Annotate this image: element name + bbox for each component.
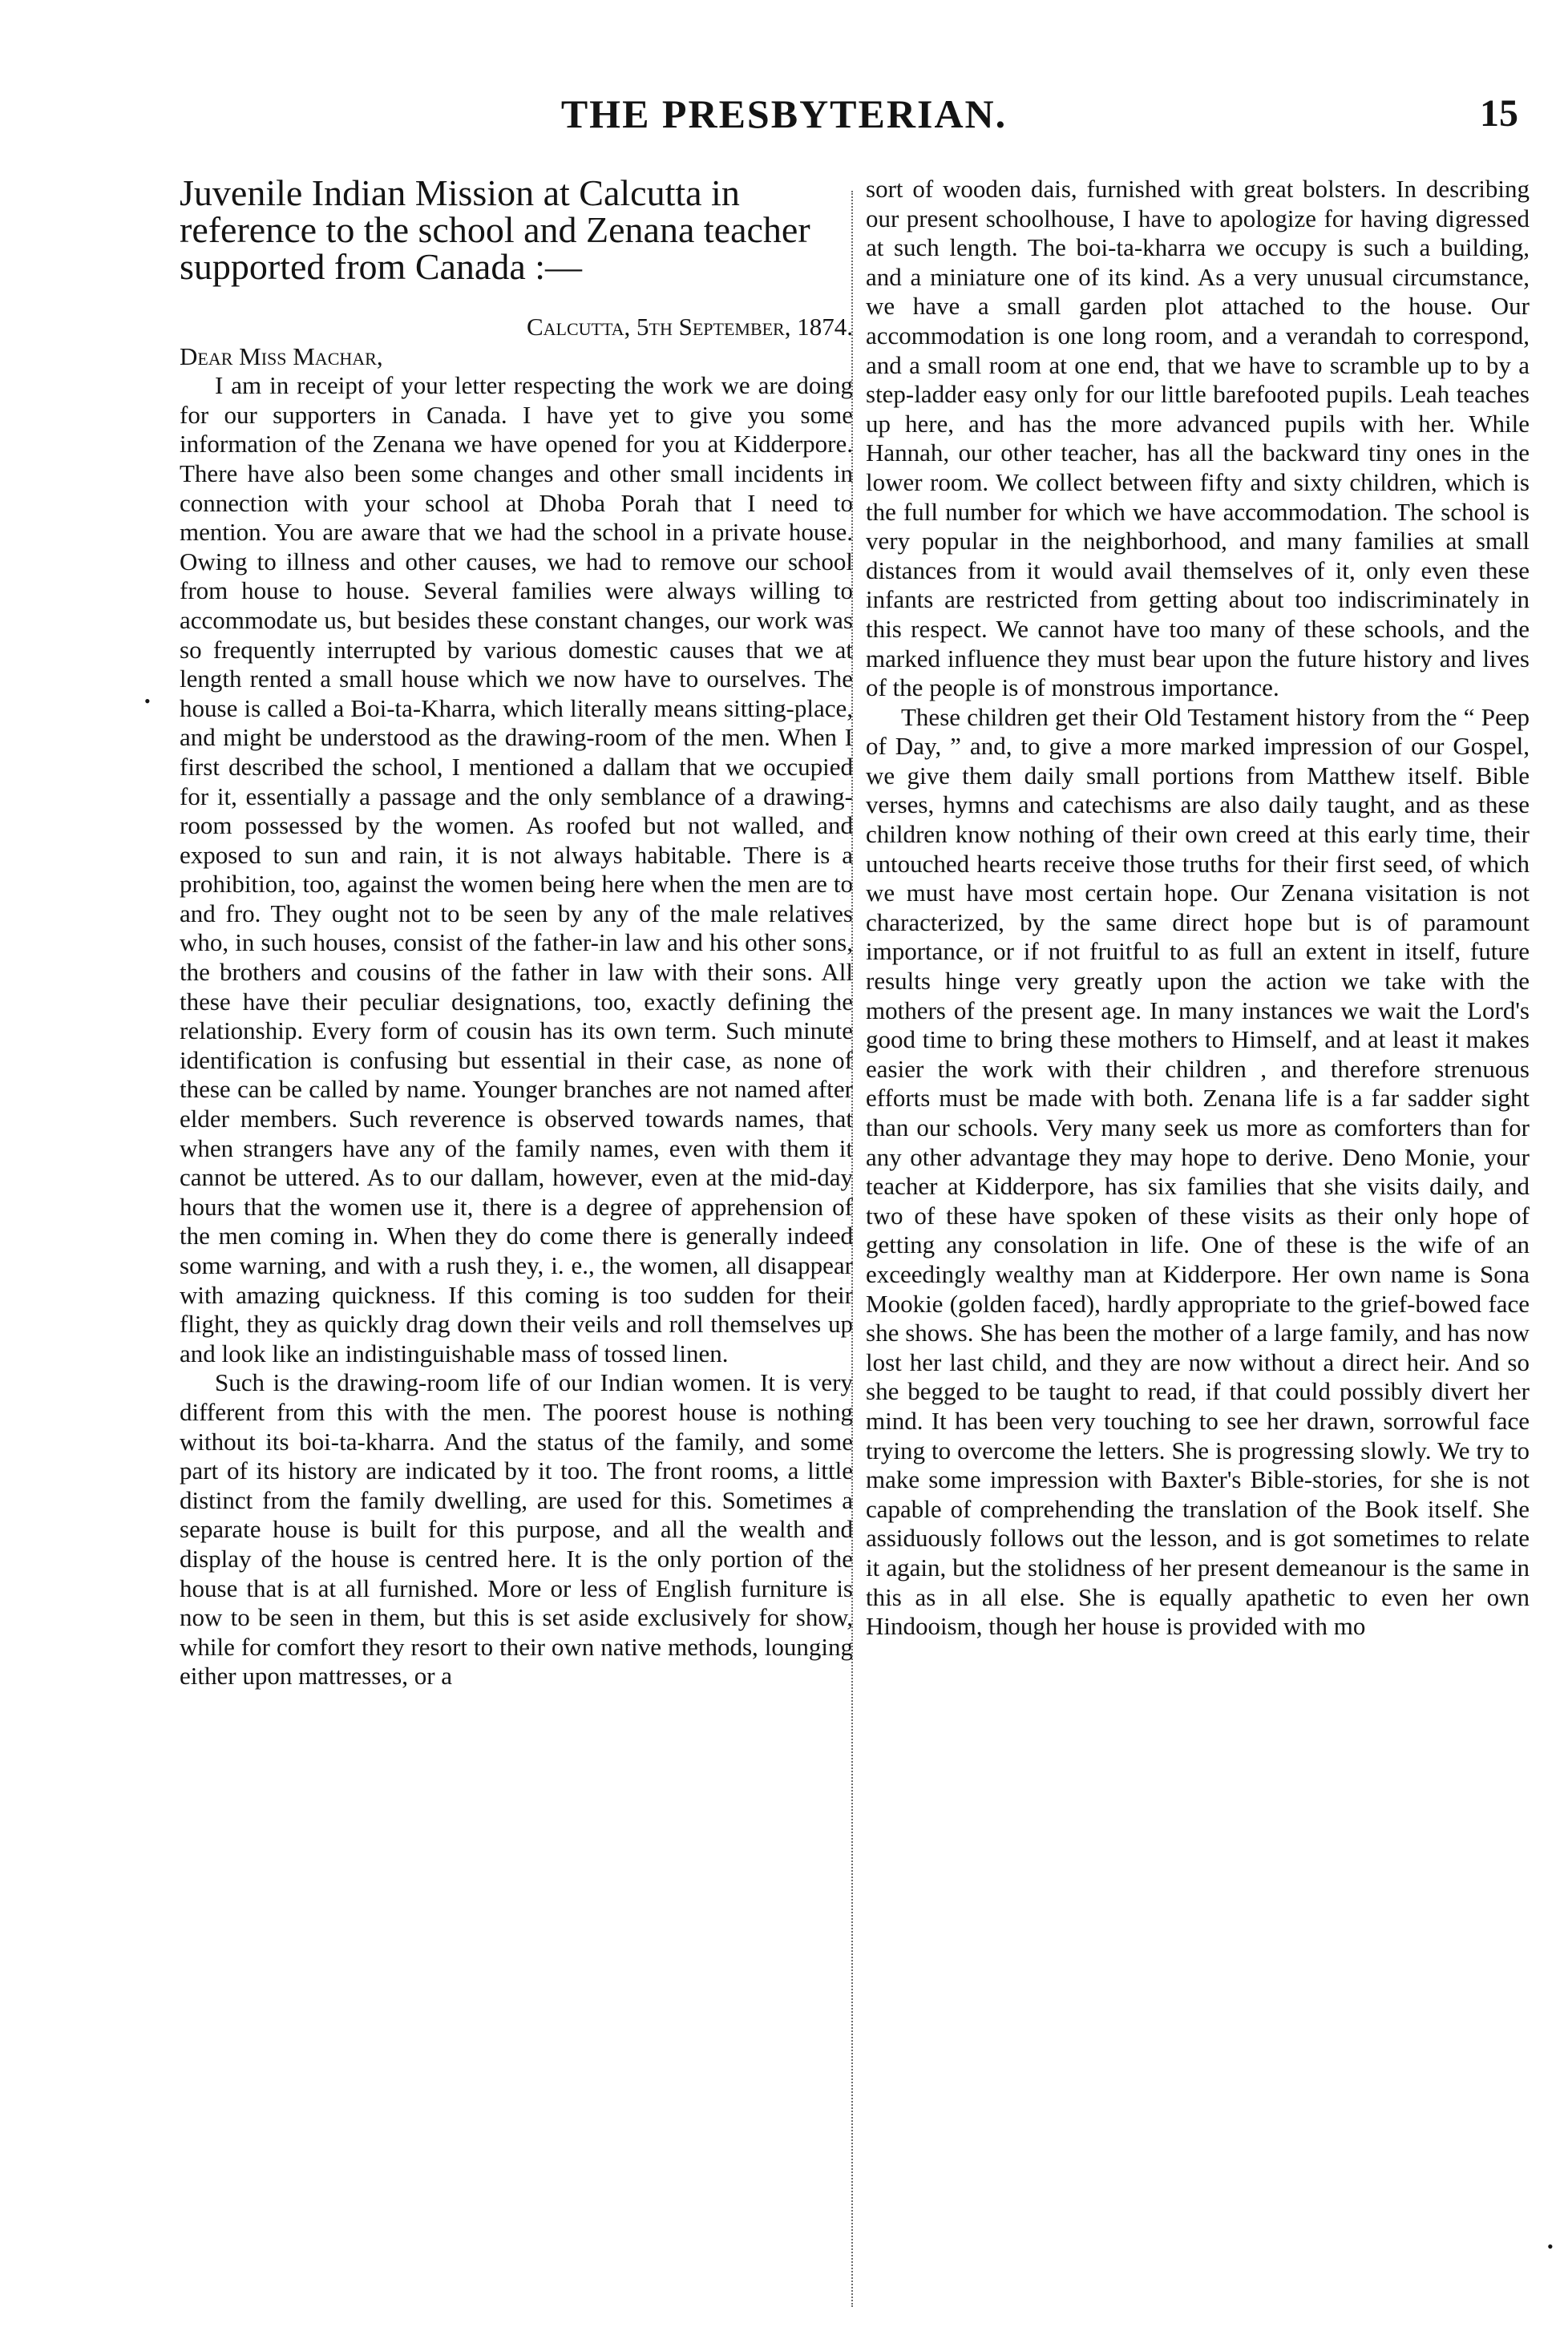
left-column <box>180 172 853 1691</box>
article-paragraph: I am in receipt of your letter respecting the work we are doing for our supporters in Canada. I have yet to give you some information of the Zenana we have opened for you at Kidderpore. There have also been some changes and other small incidents in connection with your school at Dhoba Porah that I need to mention. You are aware that we had the school in a private house. Owing to illness and other causes, we had to remove our school from house to house. Several families were always willing to accommodate us, but besides these constant changes, our work was so frequently interrupted by various domestic causes that we at length rented a small house which we now have to ourselves. The house is called a Boi-ta-Kharra, which literally means sitting-place, and might be understood as the drawing-room of the men. When I first described the school, I mentioned a dallam that we occupied for it, essentially a passage and the only semblance of a drawing-room possessed by the women. As roofed but not walled, and exposed to sun and rain, it is not always habitable. There is a prohibition, too, against the women being here when the men are to and fro. They ought not to be seen by any of the male relatives who, in such houses, consist of the father-in law and his other sons, the brothers and cousins of the father in law with their sons. All these have their peculiar designations, too, exactly defining the relationship. Every form of cousin has its own term. Such minute identification is confusing but essential in their case, as none of these can be called by name. Younger branches are not named after elder members. Such reverence is observed towards names, that when strangers have any of the family names, even with them it cannot be uttered. As to our dallam, however, even at the mid-day hours that the women use it, there is a degree of apprehension of the men coming in. When they do come there is generally indeed some warning, and with a rush they, i. e., the women, all disappear with amazing quickness. If this coming is too sudden for their flight, they as quickly drag down their veils and roll themselves up and look like an indistinguishable mass of tossed linen. <box>180 371 853 1367</box>
salutation: Dear Miss Machar, <box>180 341 383 370</box>
running-head <box>0 90 1568 146</box>
right-column <box>866 175 1530 1642</box>
page-number: 15 <box>1480 92 1518 135</box>
margin-mark: • <box>1547 2236 1554 2256</box>
publication-title: THE PRESBYTERIAN. <box>560 91 1008 136</box>
column-divider <box>851 191 853 2307</box>
dateline: Calcutta, 5th September, 1874. <box>526 313 853 341</box>
article-paragraph: sort of wooden dais, furnished with great bolsters. In describing our present schoolhouse, I have to apologize for having digressed at such length. The boi-ta-kharra we occupy is such a building, and a miniature one of its kind. As a very unusual circumstance, we have a small garden plot attached to the house. Our accommodation is one long room, and a verandah to correspond, and a small room at one end, that we have to scramble up to by a step-ladder easy only for our little barefooted pupils. Leah teaches up here, and has the more advanced pupils with her. While Hannah, our other teacher, has all the backward tiny ones in the lower room. We collect between fifty and sixty children, which is the full number for which we have accommodation. The school is very popular in the neighborhood, and many families at small distances from it would avail themselves of it, only even these infants are restricted from getting about too indiscriminately in this respect. We cannot have too many of these schools, and the marked influence they must bear upon the future history and lives of the people is of monstrous importance. <box>866 175 1530 702</box>
article-paragraph: Such is the drawing-room life of our Indian women. It is very different from this with the men. The poorest house is nothing without its boi-ta-kharra. And the status of the family, and some part of its history are indicated by it too. The front rooms, a little distinct from the family dwelling, are used for this. Sometimes a separate house is built for this purpose, and all the wealth and display of the house is centred here. It is the only portion of the house that is at all furnished. More or less of English furniture is now to be seen in them, but this is set aside exclusively for show, while for comfort they resort to their own native methods, lounging either upon mattresses, or a <box>180 1368 853 1691</box>
margin-mark: • <box>144 691 151 711</box>
article-paragraph: These children get their Old Testament history from the “ Peep of Day, ” and, to give a more marked impression of our Gospel, we give them daily small portions from Matthew itself. Bible verses, hymns and catechisms are also daily taught, and as these children know nothing of their own creed at this early time, their untouched hearts receive those truths for their first seed, of which we must have most certain hope. Our Zenana visitation is not characterized, by the same direct hope but is of paramount importance, or if not fruitful to as full an extent in itself, future results hinge very greatly upon the action we take with the mothers of the present age. In many instances we wait the Lord's good time to bring these mothers to Himself, and at least it makes easier the work with their children , and therefore strenuous efforts must be made with both. Zenana life is a far sadder sight than our schools. Very many seek us more as comforters than for any other advantage they may hope to derive. Deno Monie, your teacher at Kidderpore, has six families that she visits daily, and two of these have spoken of these visits as their only hope of getting any consolation in life. One of these is the wife of an exceedingly wealthy man at Kidderpore. Her own name is Sona Mookie (golden faced), hardly appropriate to the grief-bowed face she shows. She has been the mother of a large family, and has now lost her last child, and they are now without a direct heir. And so she begged to be taught to read, if that could possibly divert her mind. It has been very touching to see her drawn, sorrowful face trying to overcome the letters. She is progressing slowly. We try to make some impression with Baxter's Bible-stories, for she is not capable of comprehending the translation of the Book itself. She assiduously follows out the lesson, and is got sometimes to relate it again, but the stolidness of her present demeanour is the same in this as in all else. She is equally apathetic to even her own Hindooism, though her house is provided with mo <box>866 702 1530 1641</box>
article-heading: Juvenile Indian Mission at Calcutta in reference to the school and Zenana teacher supported from Canada :— <box>180 172 810 287</box>
